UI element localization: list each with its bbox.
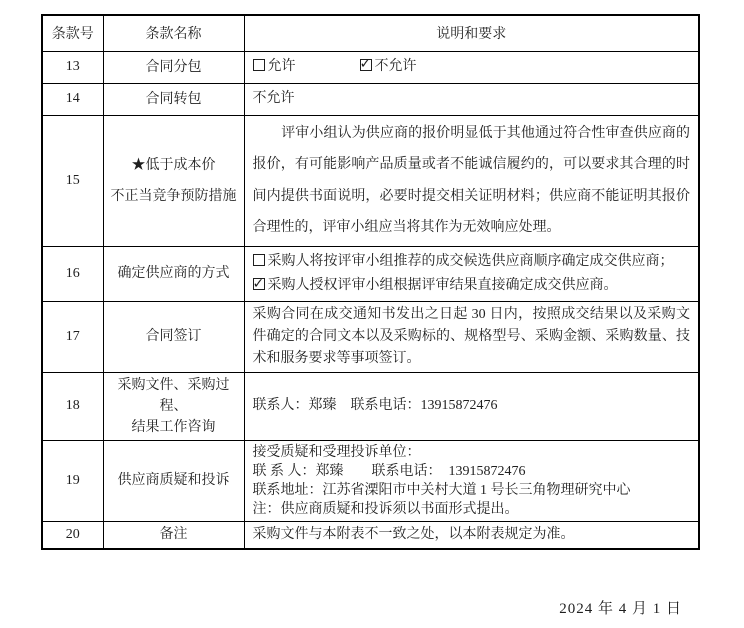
- clause-name: [103, 440, 244, 521]
- clause-desc: [244, 51, 699, 83]
- clause-text: 联系人：郑臻 联系电话：13915872476: [252, 398, 498, 413]
- clause-name-line: 结果工作咨询: [131, 419, 216, 435]
- clause-id: 13: [42, 51, 103, 83]
- table-row: [42, 83, 699, 115]
- clause-desc: [244, 521, 699, 549]
- table-row: [42, 372, 699, 440]
- clause-desc: [244, 83, 699, 115]
- check-glyph: ✓: [359, 56, 372, 72]
- clause-desc: [244, 246, 699, 301]
- clause-name-line: 合同分包: [145, 59, 202, 75]
- table-row: [42, 51, 699, 83]
- checkbox-checked-icon: [252, 275, 265, 292]
- header-clause-name: 条款名称: [103, 15, 244, 51]
- clause-name: [103, 372, 244, 440]
- checkbox-checked-icon: [359, 56, 372, 72]
- detail-line: 注：供应商质疑和投诉须以书面形式提出。: [252, 501, 519, 517]
- table-header-row: [42, 15, 699, 51]
- detail-line: 接受质疑和受理投诉单位：: [252, 444, 421, 460]
- clause-id: 20: [42, 521, 103, 549]
- header-clause-desc: 说明和要求: [244, 15, 699, 51]
- clause-id: 19: [42, 440, 103, 521]
- clause-name: [103, 521, 244, 549]
- clause-name-line: 采购文件、采购过程、: [117, 377, 230, 414]
- clause-desc: [244, 440, 699, 521]
- clause-name: [103, 246, 244, 301]
- check-line-text: 采购人将按评审小组推荐的成交候选供应商顺序确定成交供应商；: [267, 253, 674, 269]
- table-row: [42, 440, 699, 521]
- table-row: [42, 115, 699, 246]
- checkbox-unchecked-icon: [253, 254, 265, 266]
- table-row: [42, 246, 699, 301]
- option-label: 允许: [267, 59, 296, 74]
- check-line-text: 采购人授权评审小组根据评审结果直接确定成交供应商。: [267, 277, 618, 293]
- clause-name-line: 备注: [159, 527, 188, 542]
- clause-name-line: 确定供应商的方式: [117, 266, 230, 281]
- clause-name: [103, 83, 244, 115]
- table-row: [42, 301, 699, 372]
- checkbox-unchecked-icon: [253, 59, 265, 71]
- clause-name-line: 合同签订: [145, 329, 202, 344]
- clause-name: [103, 301, 244, 372]
- clause-desc: [244, 115, 699, 246]
- clause-id: 15: [42, 115, 103, 246]
- clause-id: 14: [42, 83, 103, 115]
- clause-id: 16: [42, 246, 103, 301]
- clause-name-line: 供应商质疑和投诉: [117, 473, 230, 488]
- detail-line: 联 系 人：郑臻 联系电话： 13915872476: [252, 463, 526, 479]
- clause-name-line: 不正当竞争预防措施: [110, 188, 237, 204]
- clause-desc: [244, 372, 699, 440]
- check-line: [253, 250, 691, 274]
- clause-name-line: ★低于成本价: [131, 157, 216, 173]
- detail-line: 联系地址：江苏省溧阳市中关村大道 1 号长三角物理研究中心: [252, 482, 631, 498]
- option: [253, 56, 296, 78]
- check-line: [253, 274, 691, 298]
- clause-name: [103, 51, 244, 83]
- clause-id: 17: [42, 301, 103, 372]
- clause-text: 不允许: [252, 91, 295, 106]
- clause-paragraph: 评审小组认为供应商的报价明显低于其他通过符合性审查供应商的报价，有可能影响产品质量或者不能诚信履约的，可以要求其合理的时间内提供书面说明，必要时提交相关证明材料；供应商不能证明其报价合理性的，评审小组应当将其作为无效响应处理。: [252, 125, 690, 235]
- clause-options: [253, 56, 691, 78]
- option: [360, 56, 417, 78]
- clauses-table: [41, 14, 700, 550]
- clause-name: [103, 115, 244, 246]
- document-date: 2024 年 4 月 1 日: [559, 601, 682, 617]
- clause-paragraph: 采购合同在成交通知书发出之日起 30 日内，按照成交结果以及采购文件确定的合同文本以及采购标的、规格型号、采购金额、采购数量、技术和服务要求等事项签订。: [252, 306, 690, 366]
- clause-name-line: 合同转包: [145, 91, 202, 107]
- option-label: 不允许: [374, 59, 417, 74]
- clauses-table-body: [42, 51, 699, 549]
- clause-desc: [244, 301, 699, 372]
- clause-text: 采购文件与本附表不一致之处，以本附表规定为准。: [252, 526, 575, 542]
- clause-id: 18: [42, 372, 103, 440]
- check-glyph: ✓: [252, 275, 265, 292]
- table-row: [42, 521, 699, 549]
- header-clause-id: 条款号: [42, 15, 103, 51]
